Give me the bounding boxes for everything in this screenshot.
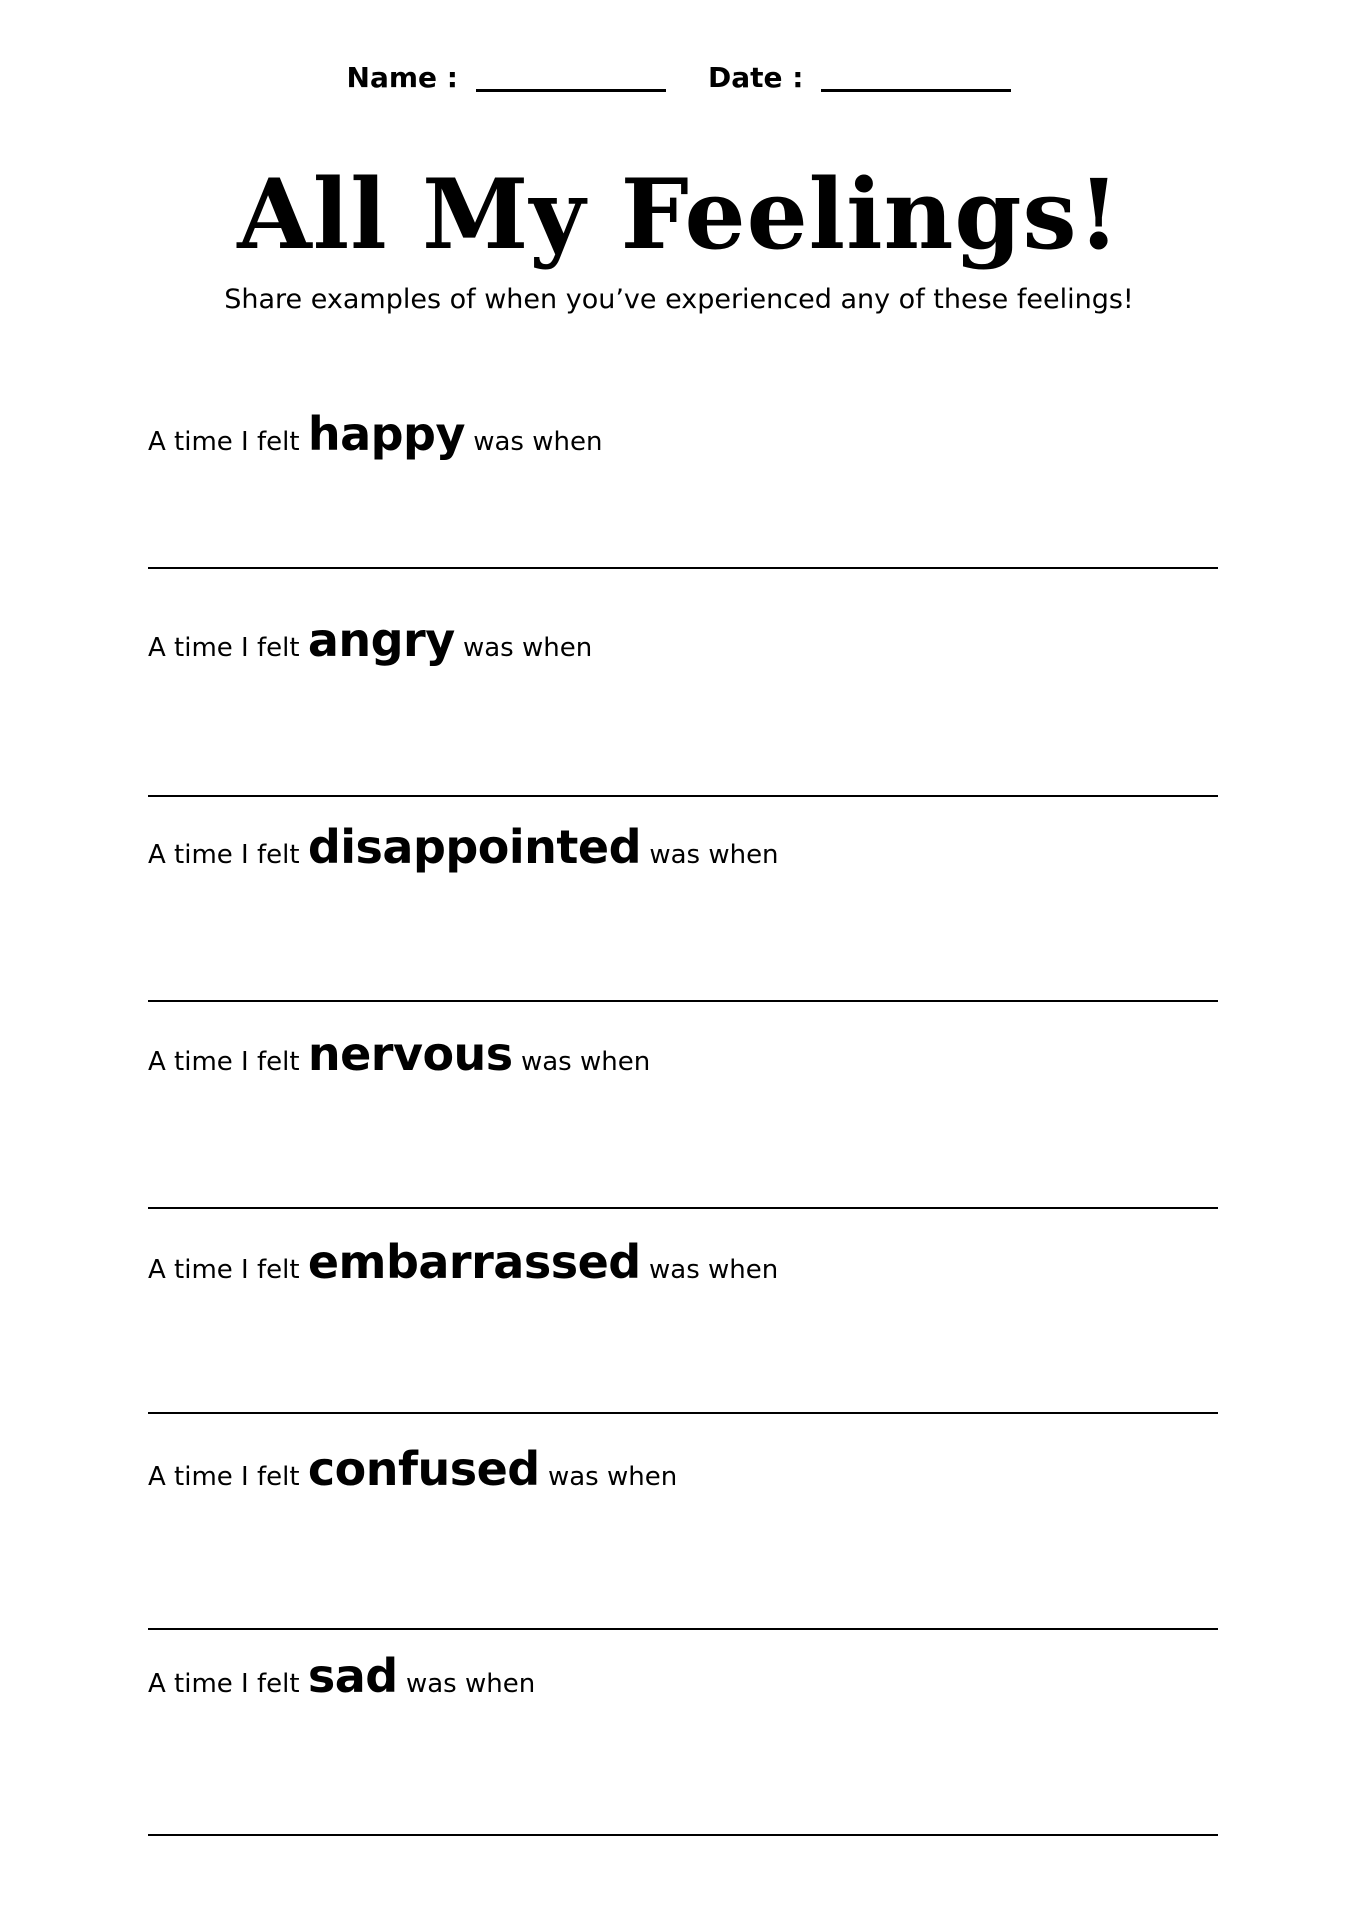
prompt-prefix: A time I felt	[148, 633, 300, 663]
prompt-suffix: was when	[405, 1669, 536, 1699]
prompt-suffix: was when	[462, 633, 593, 663]
prompt-prefix: A time I felt	[148, 1047, 300, 1077]
answer-line-sad[interactable]	[148, 1834, 1218, 1836]
prompt-suffix: was when	[473, 427, 603, 457]
prompt-angry	[148, 613, 1218, 678]
prompt-confused	[148, 1442, 1218, 1507]
page-title: All My Feelings!	[237, 158, 1121, 271]
prompt-suffix: was when	[649, 1255, 779, 1285]
prompt-prefix: A time I felt	[148, 427, 300, 457]
prompt-nervous	[148, 1027, 1218, 1092]
feeling-word: disappointed	[307, 820, 642, 874]
prompt-embarrassed	[148, 1235, 1218, 1300]
page-subtitle: Share examples of when you’ve experienced any of these feelings!	[224, 284, 1134, 315]
date-label: Date :	[707, 61, 804, 94]
answer-line-embarrassed[interactable]	[148, 1412, 1218, 1414]
feeling-word: angry	[307, 613, 455, 667]
prompt-suffix: was when	[547, 1462, 678, 1492]
prompt-prefix: A time I felt	[148, 1669, 300, 1699]
feeling-word: confused	[307, 1442, 540, 1496]
name-label: Name :	[346, 61, 458, 94]
prompt-happy	[148, 407, 1218, 472]
answer-line-disappointed[interactable]	[148, 1000, 1218, 1002]
prompt-disappointed	[148, 820, 1218, 885]
date-field[interactable]	[821, 59, 1011, 92]
header	[0, 58, 1358, 98]
answer-line-happy[interactable]	[148, 567, 1218, 569]
answer-line-nervous[interactable]	[148, 1207, 1218, 1209]
prompt-prefix: A time I felt	[148, 840, 300, 870]
prompt-prefix: A time I felt	[148, 1462, 300, 1492]
prompt-suffix: was when	[520, 1047, 651, 1077]
feeling-word: sad	[307, 1649, 398, 1703]
name-field[interactable]	[476, 59, 666, 92]
feeling-word: happy	[307, 407, 465, 461]
answer-line-confused[interactable]	[148, 1628, 1218, 1630]
prompt-sad	[148, 1649, 1218, 1714]
prompt-prefix: A time I felt	[148, 1255, 300, 1285]
prompt-suffix: was when	[649, 840, 779, 870]
feeling-word: embarrassed	[307, 1235, 641, 1289]
answer-line-angry[interactable]	[148, 795, 1218, 797]
feeling-word: nervous	[307, 1027, 513, 1081]
